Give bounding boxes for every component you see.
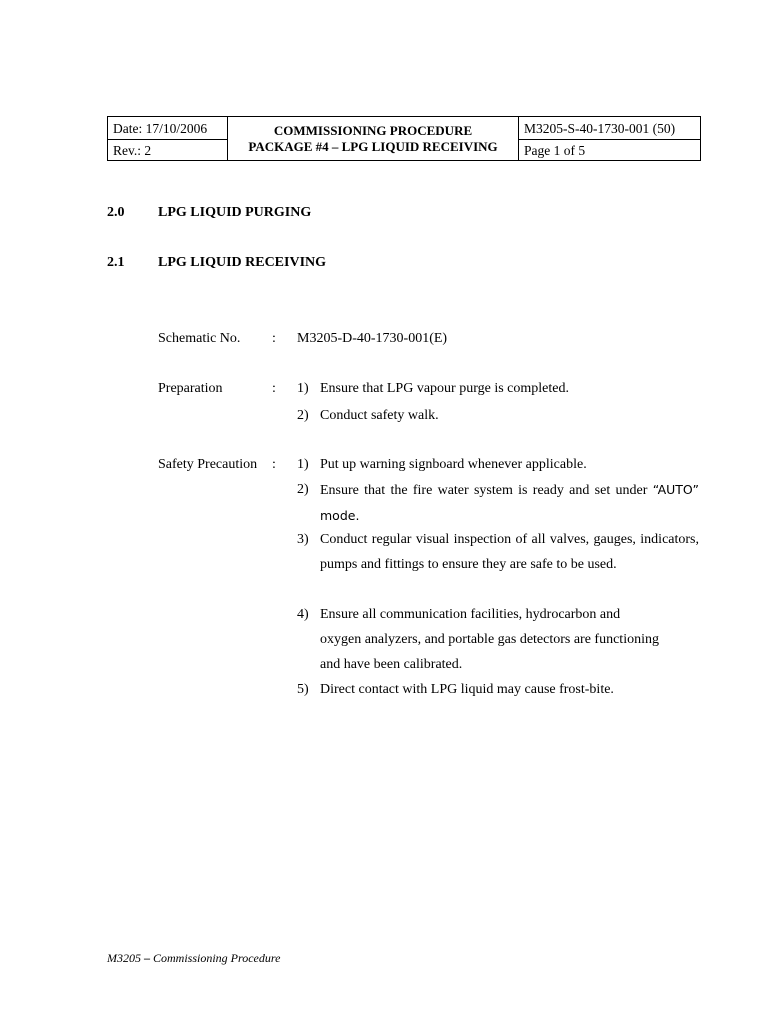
section-number: 2.0 — [107, 205, 125, 220]
item-number: 5) — [297, 682, 309, 697]
item-text: Conduct safety walk. — [320, 408, 439, 423]
item-text-line: oxygen analyzers, and portable gas detectors are functioning — [320, 632, 659, 647]
header-page-number: Page 1 of 5 — [524, 143, 586, 158]
schematic-number: M3205-D-40-1730-001(E) — [297, 331, 448, 346]
footer-doc-code: M3205 — [107, 951, 141, 965]
schematic-colon: : — [272, 331, 276, 346]
item-number: 4) — [297, 607, 309, 622]
header-divider — [108, 139, 227, 140]
item-text-part: Ensure that the fire water system is ready and set under — [320, 483, 653, 498]
item-number: 2) — [297, 408, 309, 423]
item-text-line: and have been calibrated. — [320, 657, 463, 672]
section-title: LPG LIQUID PURGING — [158, 205, 312, 220]
item-text: Conduct regular visual inspection of all valves, gauges, indicators, pumps and fittings to ensure they are safe to be used. — [320, 532, 699, 572]
header-document-number: M3205-S-40-1730-001 (50) — [524, 121, 676, 136]
header-title-line1: COMMISSIONING PROCEDURE — [273, 123, 473, 138]
document-header-table — [107, 116, 701, 161]
header-revision: Rev.: 2 — [113, 143, 152, 158]
header-divider — [518, 139, 700, 140]
footer-dash: – — [141, 951, 153, 965]
footer-title: Commissioning Procedure — [153, 951, 281, 965]
section-number: 2.1 — [107, 255, 125, 270]
safety-precaution-colon: : — [272, 457, 276, 472]
header-title-line2: PACKAGE #4 – LPG LIQUID RECEIVING — [248, 139, 498, 154]
item-text: Direct contact with LPG liquid may cause frost-bite. — [320, 682, 614, 697]
item-text: Ensure that LPG vapour purge is completed. — [320, 381, 569, 396]
header-date: Date: 17/10/2006 — [113, 121, 208, 136]
item-number: 3) — [297, 532, 309, 547]
schematic-label: Schematic No. — [158, 331, 241, 346]
item-number: 1) — [297, 381, 309, 396]
safety-precaution-label: Safety Precaution — [158, 457, 258, 472]
item-text-line: Ensure all communication facilities, hydrocarbon and — [320, 607, 621, 622]
preparation-label: Preparation — [158, 381, 223, 396]
section-title: LPG LIQUID RECEIVING — [158, 255, 327, 270]
page-footer — [107, 951, 280, 966]
item-number: 2) — [297, 482, 309, 497]
preparation-colon: : — [272, 381, 276, 396]
item-text — [320, 477, 699, 529]
item-number: 1) — [297, 457, 309, 472]
auto-mode-text: “AUTO” mode. — [320, 482, 699, 523]
item-text: Put up warning signboard whenever applicable. — [320, 457, 587, 472]
